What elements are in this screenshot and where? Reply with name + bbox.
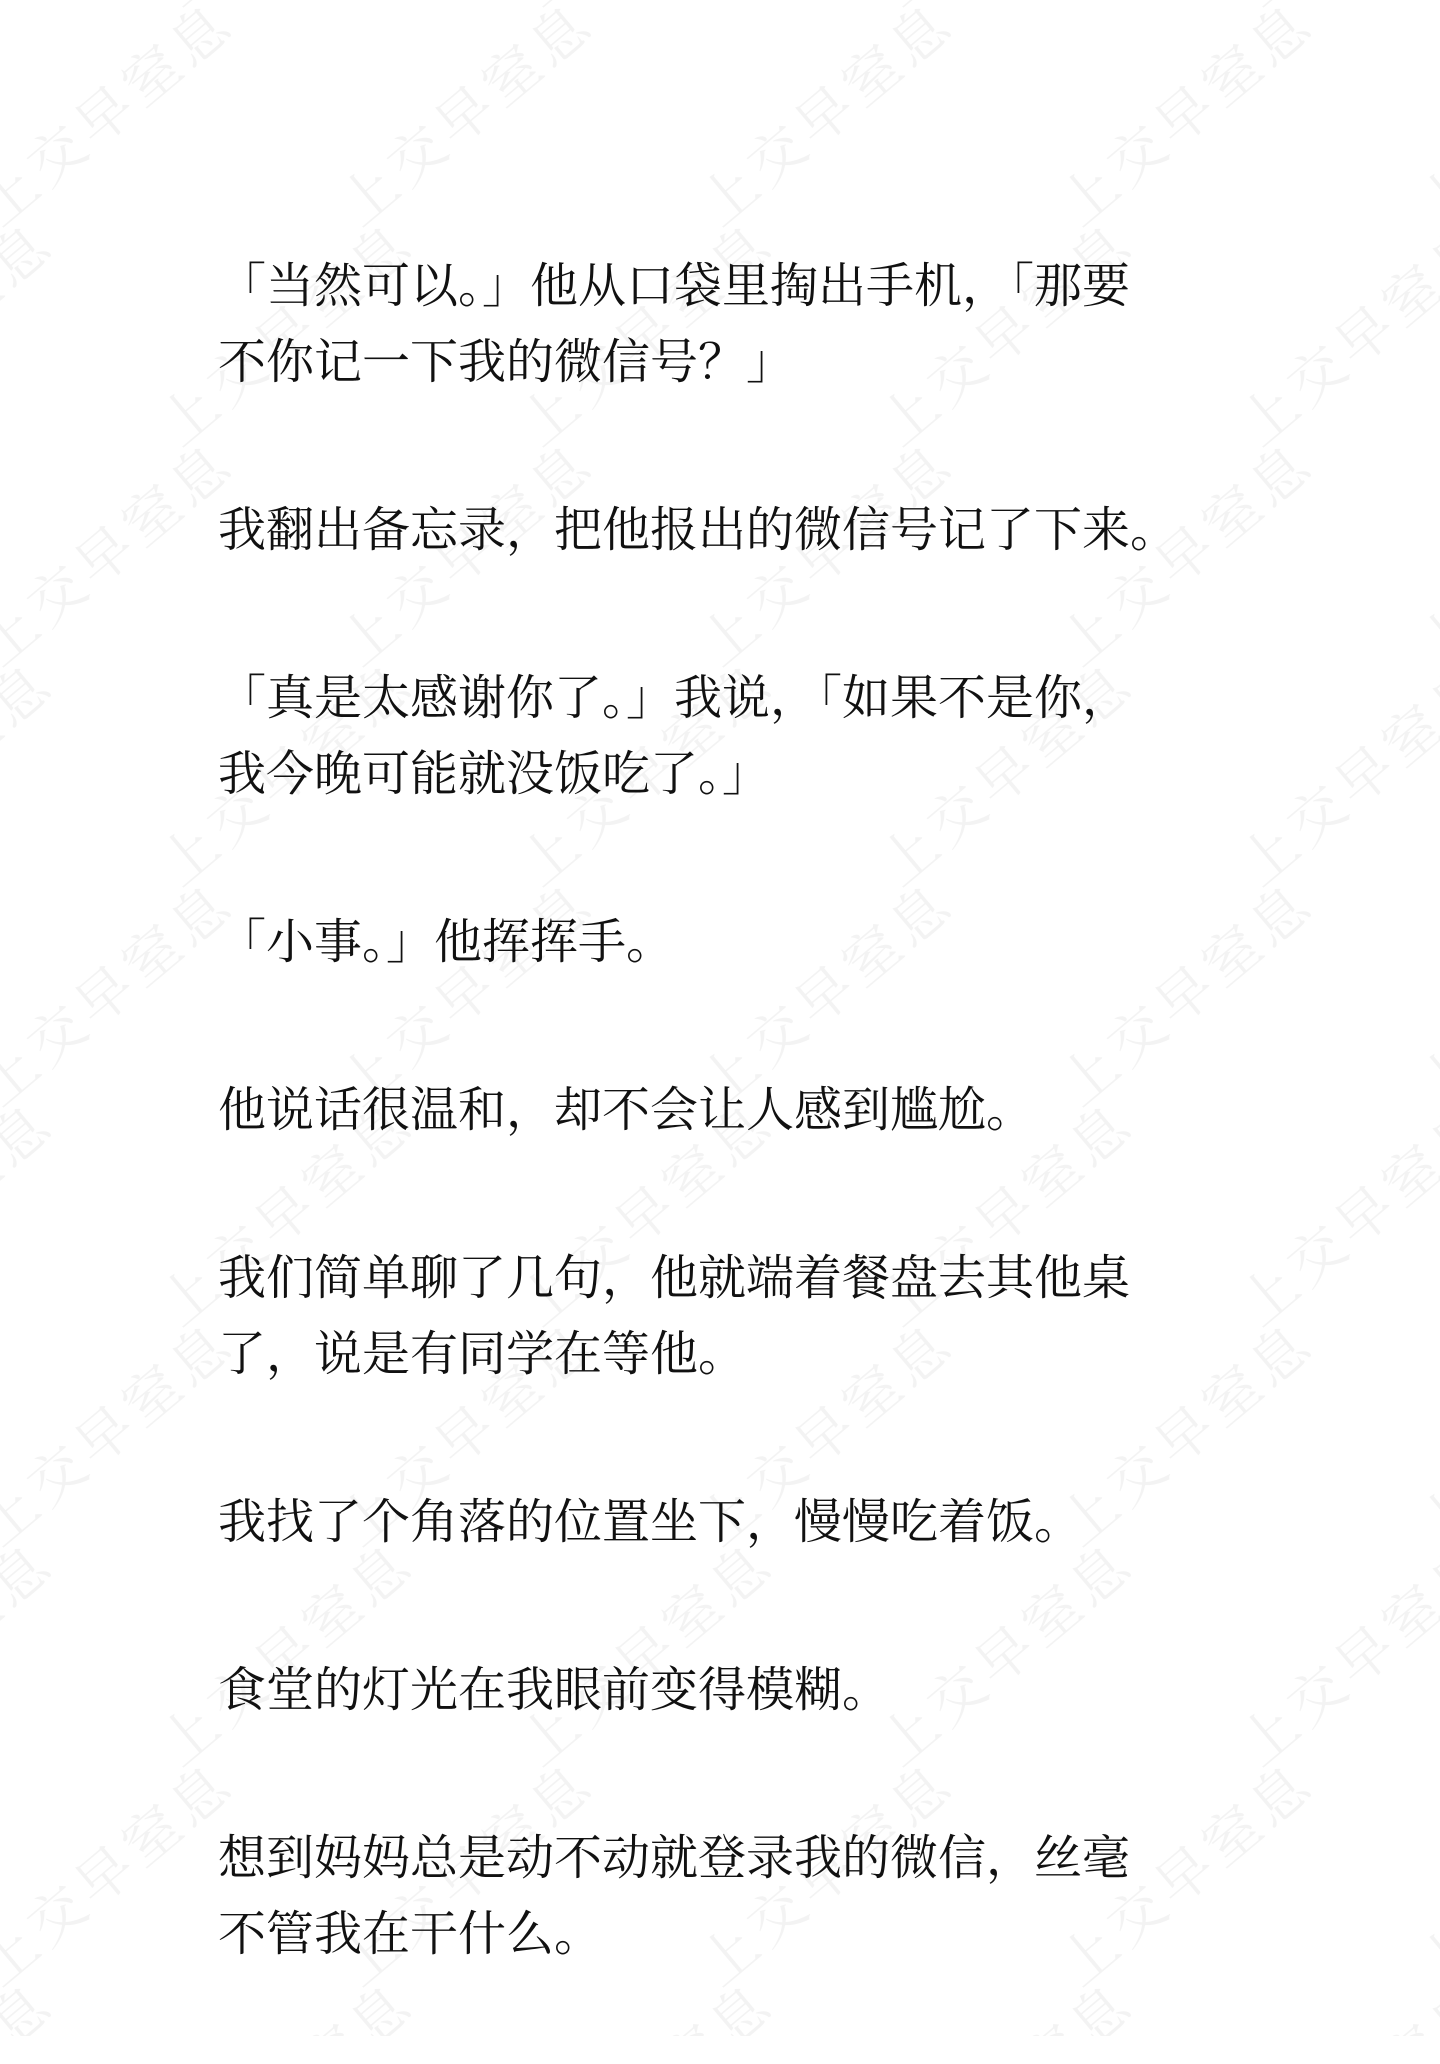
watermark-text — [1400, 421, 1440, 682]
watermark-text — [1220, 1521, 1440, 1782]
watermark-text — [0, 1301, 249, 1562]
text-line: 不你记一下我的微信号？」 — [218, 334, 795, 390]
watermark-text — [1220, 0, 1440, 21]
document-body — [218, 248, 1228, 2064]
text-line: 食堂的灯光在我眼前变得模糊。 — [218, 1662, 891, 1718]
watermark-text — [0, 641, 69, 902]
watermark-text — [1220, 1081, 1440, 1342]
paragraph — [218, 660, 1228, 812]
watermark-text — [0, 1961, 69, 2036]
paragraph — [218, 904, 1228, 980]
watermark-text — [680, 0, 969, 241]
text-line: 我找了个角落的位置坐下，慢慢吃着饭。 — [218, 1494, 1083, 1550]
paragraph — [218, 248, 1228, 400]
text-line: 他说话很温和，却不会让人感到尴尬。 — [218, 1082, 1035, 1138]
watermark-text — [0, 1521, 69, 1782]
watermark-text — [0, 1741, 249, 2002]
text-line: 「真是太感谢你了。」我说，「如果不是你， — [218, 670, 1131, 726]
watermark-text — [140, 0, 429, 21]
watermark-text — [0, 421, 249, 682]
watermark-text — [1400, 1301, 1440, 1562]
text-line: 我今晚可能就没饭吃了。」 — [218, 746, 771, 802]
text-line: 「小事。」他挥挥手。 — [218, 914, 675, 970]
text-line: 想到妈妈总是动不动就登录我的微信，丝毫 — [218, 1830, 1131, 1886]
text-line: 我们简单聊了几句，他就端着餐盘去其他桌 — [218, 1250, 1131, 1306]
paragraph — [218, 1484, 1228, 1560]
watermark-text — [1400, 861, 1440, 1122]
paragraph — [218, 1240, 1228, 1392]
watermark-text — [1040, 0, 1329, 241]
watermark-text — [860, 0, 1149, 21]
paragraph — [218, 1072, 1228, 1148]
watermark-text — [1220, 201, 1440, 462]
paragraph — [218, 492, 1228, 568]
watermark-text — [320, 0, 609, 241]
watermark-text — [1220, 1961, 1440, 2036]
paragraph — [218, 1820, 1228, 1972]
text-line: 不管我在干什么。 — [218, 1906, 603, 1962]
watermark-text — [500, 0, 789, 21]
watermark-text — [0, 861, 249, 1122]
text-line: 了，说是有同学在等他。 — [218, 1326, 747, 1382]
watermark-text — [0, 0, 249, 241]
text-line: 我翻出备忘录，把他报出的微信号记了下来。 — [218, 502, 1179, 558]
watermark-text — [1400, 1741, 1440, 2002]
watermark-text — [0, 201, 69, 462]
watermark-text — [1400, 0, 1440, 241]
text-line: 「当然可以。」他从口袋里掏出手机，「那要 — [218, 258, 1131, 314]
watermark-text — [0, 1081, 69, 1342]
watermark-text — [0, 0, 69, 21]
paragraph — [218, 1652, 1228, 1728]
watermark-text — [1220, 641, 1440, 902]
